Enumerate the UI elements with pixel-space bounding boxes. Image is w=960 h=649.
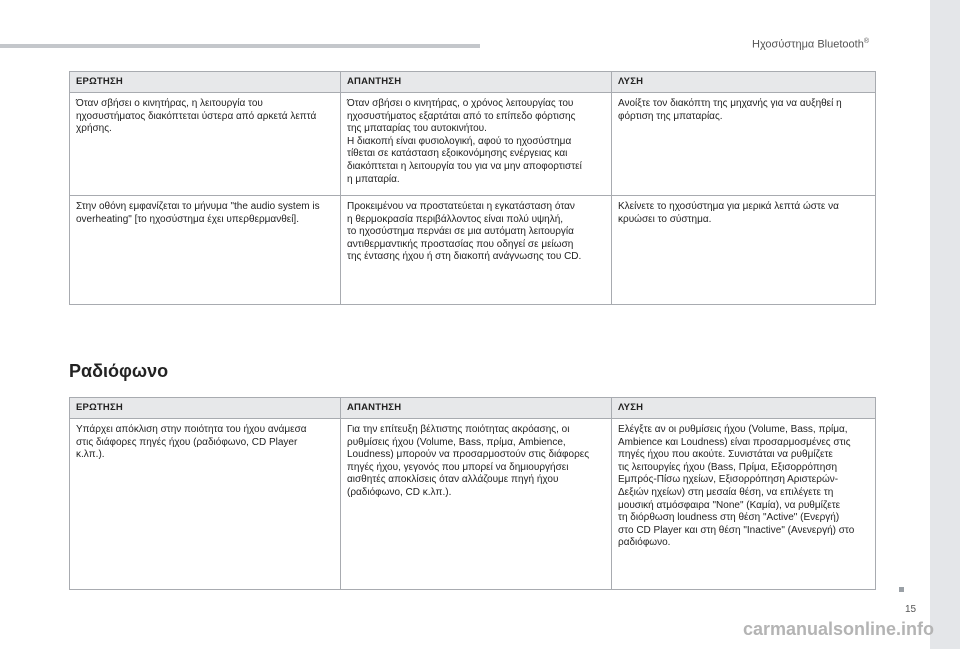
cell-text-line: Εμπρός-Πίσω ηχείων, Εξισορρόπηση Αριστερών- xyxy=(618,474,839,486)
cell-text-line: της μπαταρίας του αυτοκινήτου. xyxy=(347,123,487,135)
cell-text-line: το ηχοσύστημα περνάει σε μια αυτόματη λειτουργία xyxy=(347,226,574,238)
answer-cell xyxy=(341,196,612,305)
table-row xyxy=(70,93,876,196)
cell-text-line: Δεξιών ηχείων) στη μεσαία θέση, να επιλέγετε τη xyxy=(618,486,834,498)
cell-text-line: χρήσης. xyxy=(76,123,112,135)
cell-text-line: μουσική ατμόσφαιρα "None" (Καμία), να ρυθμίζετε xyxy=(618,499,841,511)
column-header-solution: ΛΥΣΗ xyxy=(612,398,876,419)
cell-text-line: αντιθερμαντικής προστασίας που οδηγεί σε μείωση xyxy=(347,238,574,250)
cell-text-line: διακόπτεται η λειτουργία του για να μην αποφορτιστεί xyxy=(347,160,582,172)
watermark: carmanualsonline.info xyxy=(743,619,935,639)
solution-cell xyxy=(612,419,876,590)
answer-cell xyxy=(341,93,612,196)
page-header-title: Ηχοσύστημα Bluetooth® xyxy=(752,38,870,51)
cell-text-line: στις διάφορες πηγές ήχου (ραδιόφωνο, CD Player xyxy=(76,436,298,448)
header-rule xyxy=(0,44,480,48)
solution-cell xyxy=(612,93,876,196)
column-header-solution: ΛΥΣΗ xyxy=(612,72,876,93)
cell-text-line: πηγές ήχου, γεγονός που μπορεί να δημιουργήσει xyxy=(347,461,569,473)
cell-text-line: ηχοσυστήματος εξαρτάται από το επίπεδο φόρτισης xyxy=(347,110,576,122)
table-header-row xyxy=(70,72,876,93)
side-strip xyxy=(930,0,960,649)
cell-text-line: Υπάρχει απόκλιση στην ποιότητα του ήχου ανάμεσα xyxy=(76,424,307,435)
cell-text-line: φόρτιση της μπαταρίας. xyxy=(618,110,723,122)
cell-text-line: overheating" [το ηχοσύστημα έχει υπερθερμανθεί]. xyxy=(76,213,299,225)
troubleshooting-table-general xyxy=(69,71,876,305)
table-row xyxy=(70,419,876,590)
cell-text-line: τις λειτουργίες ήχου (Bass, Πρίμα, Εξισορρόπηση xyxy=(618,461,838,473)
cell-text-line: στο CD Player και στη θέση "Inactive" (Ανενεργή) στο xyxy=(618,524,855,536)
cell-text-line: Όταν σβήσει ο κινητήρας, ο χρόνος λειτουργίας του xyxy=(347,98,574,109)
cell-text-line: Για την επίτευξη βέλτιστης ποιότητας ακρόασης, οι xyxy=(347,424,570,435)
cell-text-line: ραδιόφωνο. xyxy=(618,537,671,549)
cell-text-line: Loudness) μπορούν να προσαρμοστούν στις διάφορες xyxy=(347,449,590,461)
page-number: 15 xyxy=(905,604,917,615)
question-cell xyxy=(70,93,341,196)
section-title-radio: Ραδιόφωνο xyxy=(69,361,169,381)
cell-text-line: Ελέγξτε αν οι ρυθμίσεις ήχου (Volume, Bass, πρίμα, xyxy=(618,424,848,435)
cell-text-line: η θερμοκρασία περιβάλλοντος είναι πολύ υψηλή, xyxy=(347,213,564,225)
cell-text-line: Όταν σβήσει ο κινητήρας, η λειτουργία του xyxy=(76,98,263,109)
cell-text-line: (ραδιόφωνο, CD κ.λπ.). xyxy=(347,486,452,498)
cell-text-line: πηγές ήχου που ακούτε. Συνιστάται να ρυθμίζετε xyxy=(618,449,833,461)
column-header-question: ΕΡΩΤΗΣΗ xyxy=(70,72,341,93)
cell-text-line: ηχοσυστήματος διακόπτεται ύστερα από αρκετά λεπτά xyxy=(76,110,317,122)
question-cell xyxy=(70,196,341,305)
cell-text-line: Η διακοπή είναι φυσιολογική, αφού το ηχοσύστημα xyxy=(347,135,572,147)
cell-text-line: αισθητές αποκλίσεις όταν αλλάζουμε πηγή ήχου xyxy=(347,474,559,486)
answer-cell xyxy=(341,419,612,590)
cell-text-line: τη διόρθωση loudness στη θέση "Active" (Ενεργή) xyxy=(618,512,840,524)
cell-text-line: κρυώσει το σύστημα. xyxy=(618,213,712,225)
registered-mark: ® xyxy=(863,38,870,45)
cell-text-line: Ambience και Loudness) είναι προσαρμοσμένες στις xyxy=(618,436,851,448)
table-row xyxy=(70,196,876,305)
page-marker xyxy=(899,587,904,592)
column-header-question: ΕΡΩΤΗΣΗ xyxy=(70,398,341,419)
question-cell xyxy=(70,419,341,590)
cell-text-line: Ανοίξτε τον διακόπτη της μηχανής για να αυξηθεί η xyxy=(618,98,842,109)
cell-text-line: Στην οθόνη εμφανίζεται το μήνυμα "the audio system is xyxy=(76,201,320,212)
cell-text-line: η μπαταρία. xyxy=(347,173,400,185)
cell-text-line: Προκειμένου να προστατεύεται η εγκατάσταση όταν xyxy=(347,201,575,212)
cell-text-line: Κλείνετε το ηχοσύστημα για μερικά λεπτά ώστε να xyxy=(618,201,839,212)
cell-text-line: ρυθμίσεις ήχου (Volume, Bass, πρίμα, Ambience, xyxy=(347,436,566,448)
cell-text-line: κ.λπ.). xyxy=(76,449,105,461)
table-header-row xyxy=(70,398,876,419)
troubleshooting-table-radio xyxy=(69,397,876,590)
cell-text-line: της έντασης ήχου ή στη διακοπή ανάγνωσης του CD. xyxy=(347,251,582,263)
column-header-answer: ΑΠΑΝΤΗΣΗ xyxy=(341,398,612,419)
solution-cell xyxy=(612,196,876,305)
column-header-answer: ΑΠΑΝΤΗΣΗ xyxy=(341,72,612,93)
cell-text-line: τίθεται σε κατάσταση εξοικονόμησης ενέργειας και xyxy=(347,148,568,160)
